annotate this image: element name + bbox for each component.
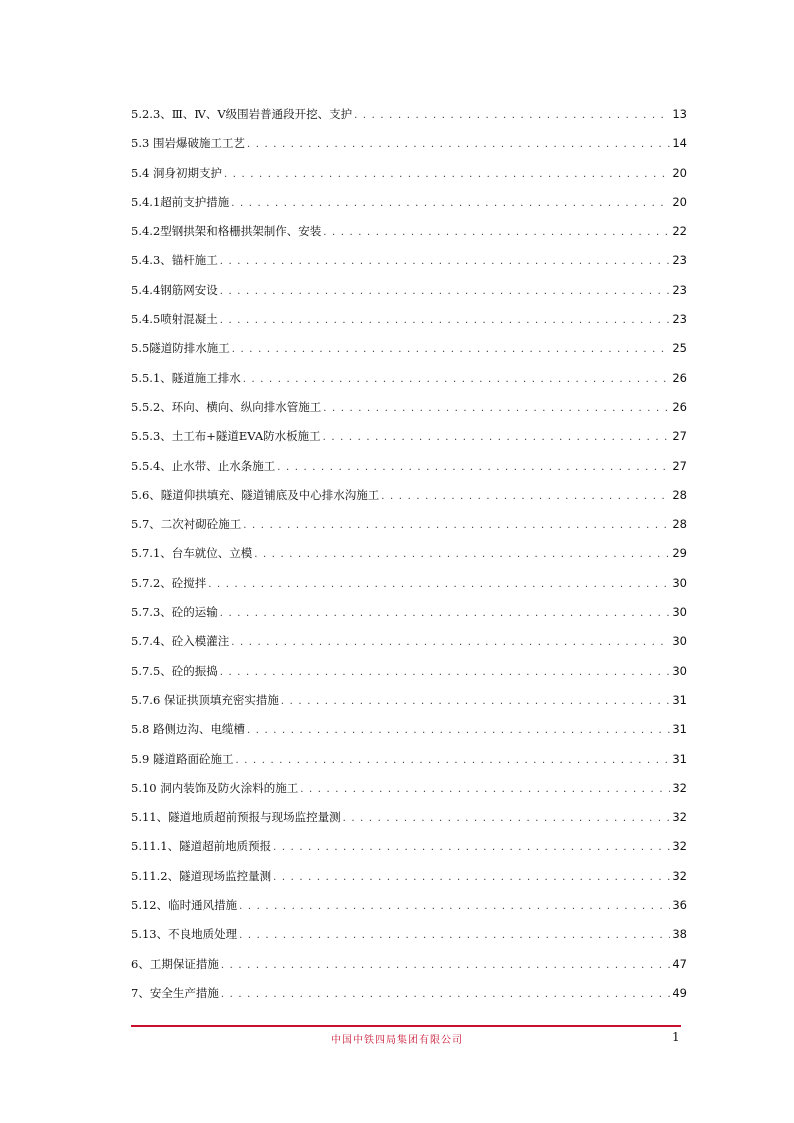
toc-entry[interactable] xyxy=(131,514,687,543)
toc-entry-title: 5.4.4钢筋网安设 xyxy=(131,282,218,297)
toc-entry[interactable] xyxy=(131,309,687,338)
toc-dot-leader xyxy=(220,311,671,331)
toc-entry-title: 5.11.1、隧道超前地质预报 xyxy=(131,839,272,854)
toc-dot-leader xyxy=(239,897,670,917)
toc-entry-page: 36 xyxy=(672,898,687,913)
toc-entry-page: 20 xyxy=(672,194,687,209)
toc-entry[interactable] xyxy=(131,397,687,426)
toc-entry-page: 32 xyxy=(672,839,687,854)
toc-entry[interactable] xyxy=(131,221,687,250)
toc-entry[interactable] xyxy=(131,895,687,924)
toc-entry-title: 5.4.5喷射混凝土 xyxy=(131,312,218,327)
toc-dot-leader xyxy=(220,252,671,272)
toc-entry[interactable] xyxy=(131,983,687,1012)
toc-entry-page: 38 xyxy=(672,927,687,942)
toc-dot-leader xyxy=(224,165,670,185)
toc-dot-leader xyxy=(231,633,670,653)
toc-entry-page: 30 xyxy=(672,634,687,649)
toc-entry-title: 5.5隧道防排水施工 xyxy=(131,341,230,356)
footer-company-name: 中国中铁四局集团有限公司 xyxy=(331,1035,463,1046)
toc-entry-page: 28 xyxy=(672,517,687,532)
toc-entry-page: 28 xyxy=(672,487,687,502)
toc-entry[interactable] xyxy=(131,426,687,455)
toc-entry-page: 26 xyxy=(672,370,687,385)
toc-entry[interactable] xyxy=(131,836,687,865)
toc-entry-title: 5.4.1超前支护措施 xyxy=(131,194,230,209)
toc-dot-leader xyxy=(254,545,670,565)
toc-entry-page: 31 xyxy=(672,751,687,766)
toc-entry-page: 32 xyxy=(672,810,687,825)
toc-dot-leader xyxy=(281,692,670,712)
toc-entry[interactable] xyxy=(131,573,687,602)
toc-entry[interactable] xyxy=(131,250,687,279)
toc-entry[interactable] xyxy=(131,749,687,778)
toc-entry[interactable] xyxy=(131,778,687,807)
toc-entry[interactable] xyxy=(131,631,687,660)
toc-entry[interactable] xyxy=(131,602,687,631)
toc-dot-leader xyxy=(243,516,670,536)
toc-entry[interactable] xyxy=(131,192,687,221)
toc-entry-title: 5.4.3、锚杆施工 xyxy=(131,253,218,268)
toc-entry[interactable] xyxy=(131,690,687,719)
toc-entry-page: 27 xyxy=(672,458,687,473)
toc-entry-page: 23 xyxy=(672,282,687,297)
toc-dot-leader xyxy=(277,458,670,478)
table-of-contents xyxy=(131,104,687,1012)
toc-dot-leader xyxy=(273,838,670,858)
toc-dot-leader xyxy=(243,370,671,390)
toc-entry-title: 5.5.2、环向、横向、纵向排水管施工 xyxy=(131,399,322,414)
toc-entry-title: 5.11、隧道地质超前预报与现场监控量测 xyxy=(131,810,341,825)
toc-entry-title: 5.5.3、土工布+隧道EVA防水板施工 xyxy=(131,429,321,444)
toc-dot-leader xyxy=(221,956,671,976)
toc-entry-title: 5.8 路侧边沟、电缆槽 xyxy=(131,722,245,737)
toc-dot-leader xyxy=(273,868,670,888)
toc-entry-title: 5.7.2、砼搅拌 xyxy=(131,575,207,590)
toc-dot-leader xyxy=(239,926,670,946)
toc-entry-page: 23 xyxy=(672,312,687,327)
toc-entry-title: 5.9 隧道路面砼施工 xyxy=(131,751,234,766)
toc-entry[interactable] xyxy=(131,280,687,309)
page-number: 1 xyxy=(672,1030,680,1044)
toc-entry[interactable] xyxy=(131,866,687,895)
toc-dot-leader xyxy=(323,399,670,419)
toc-dot-leader xyxy=(220,282,671,302)
toc-dot-leader xyxy=(323,428,671,448)
toc-entry-page: 25 xyxy=(672,341,687,356)
toc-entry[interactable] xyxy=(131,456,687,485)
toc-entry-page: 27 xyxy=(672,429,687,444)
toc-entry-title: 5.4.2型钢拱架和格栅拱架制作、安装 xyxy=(131,224,322,239)
toc-entry-title: 5.12、临时通风措施 xyxy=(131,898,238,913)
toc-entry-title: 5.5.1、隧道施工排水 xyxy=(131,370,241,385)
toc-dot-leader xyxy=(231,194,670,214)
toc-entry[interactable] xyxy=(131,807,687,836)
toc-entry-page: 49 xyxy=(672,985,687,1000)
toc-dot-leader xyxy=(220,604,671,624)
toc-entry[interactable] xyxy=(131,104,687,133)
toc-entry[interactable] xyxy=(131,485,687,514)
toc-entry-page: 30 xyxy=(672,663,687,678)
toc-entry-title: 5.13、不良地质处理 xyxy=(131,927,238,942)
toc-entry[interactable] xyxy=(131,924,687,953)
toc-dot-leader xyxy=(381,487,670,507)
toc-entry[interactable] xyxy=(131,954,687,983)
toc-entry-title: 5.6、隧道仰拱填充、隧道铺底及中心排水沟施工 xyxy=(131,487,380,502)
toc-dot-leader xyxy=(220,663,671,683)
toc-entry-page: 22 xyxy=(672,224,687,239)
toc-entry-title: 5.7、二次衬砌砼施工 xyxy=(131,517,242,532)
toc-dot-leader xyxy=(247,135,670,155)
toc-entry-page: 13 xyxy=(672,107,687,121)
toc-dot-leader xyxy=(343,809,671,829)
toc-entry-page: 47 xyxy=(672,956,687,971)
toc-dot-leader xyxy=(208,575,670,595)
toc-entry-title: 5.7.6 保证拱顶填充密实措施 xyxy=(131,692,279,707)
toc-entry[interactable] xyxy=(131,133,687,162)
toc-entry[interactable] xyxy=(131,368,687,397)
footer-divider xyxy=(131,1025,681,1027)
toc-entry-page: 23 xyxy=(672,253,687,268)
toc-entry[interactable] xyxy=(131,338,687,367)
toc-entry-title: 5.7.4、砼入模灌注 xyxy=(131,634,230,649)
toc-entry-title: 5.11.2、隧道现场监控量测 xyxy=(131,868,272,883)
toc-entry-title: 5.2.3、Ⅲ、Ⅳ、Ⅴ级围岩普通段开挖、支护 xyxy=(131,107,353,121)
toc-entry-page: 31 xyxy=(672,692,687,707)
toc-entry[interactable] xyxy=(131,543,687,572)
toc-entry-page: 29 xyxy=(672,546,687,561)
toc-entry-page: 31 xyxy=(672,722,687,737)
toc-entry-title: 7、安全生产措施 xyxy=(131,985,219,1000)
toc-entry-page: 20 xyxy=(672,165,687,180)
toc-dot-leader xyxy=(247,721,670,741)
toc-entry-page: 30 xyxy=(672,605,687,620)
toc-entry-title: 5.5.4、止水带、止水条施工 xyxy=(131,458,276,473)
toc-entry[interactable] xyxy=(131,163,687,192)
toc-entry-title: 5.10 洞内装饰及防火涂料的施工 xyxy=(131,780,299,795)
toc-entry-title: 5.4 洞身初期支护 xyxy=(131,165,222,180)
toc-entry-title: 5.7.3、砼的运输 xyxy=(131,605,218,620)
toc-dot-leader xyxy=(232,340,671,360)
toc-entry-page: 32 xyxy=(672,780,687,795)
toc-entry-page: 14 xyxy=(672,136,687,151)
toc-entry-page: 32 xyxy=(672,868,687,883)
toc-dot-leader xyxy=(300,780,670,800)
toc-entry-title: 5.7.1、台车就位、立模 xyxy=(131,546,253,561)
toc-entry-title: 6、工期保证措施 xyxy=(131,956,219,971)
toc-dot-leader xyxy=(354,106,670,126)
toc-entry[interactable] xyxy=(131,661,687,690)
toc-entry[interactable] xyxy=(131,719,687,748)
toc-dot-leader xyxy=(323,223,670,243)
toc-entry-title: 5.7.5、砼的振捣 xyxy=(131,663,218,678)
toc-dot-leader xyxy=(221,985,671,1005)
toc-entry-title: 5.3 围岩爆破施工工艺 xyxy=(131,136,245,151)
toc-entry-page: 26 xyxy=(672,399,687,414)
toc-dot-leader xyxy=(235,751,670,771)
toc-entry-page: 30 xyxy=(672,575,687,590)
